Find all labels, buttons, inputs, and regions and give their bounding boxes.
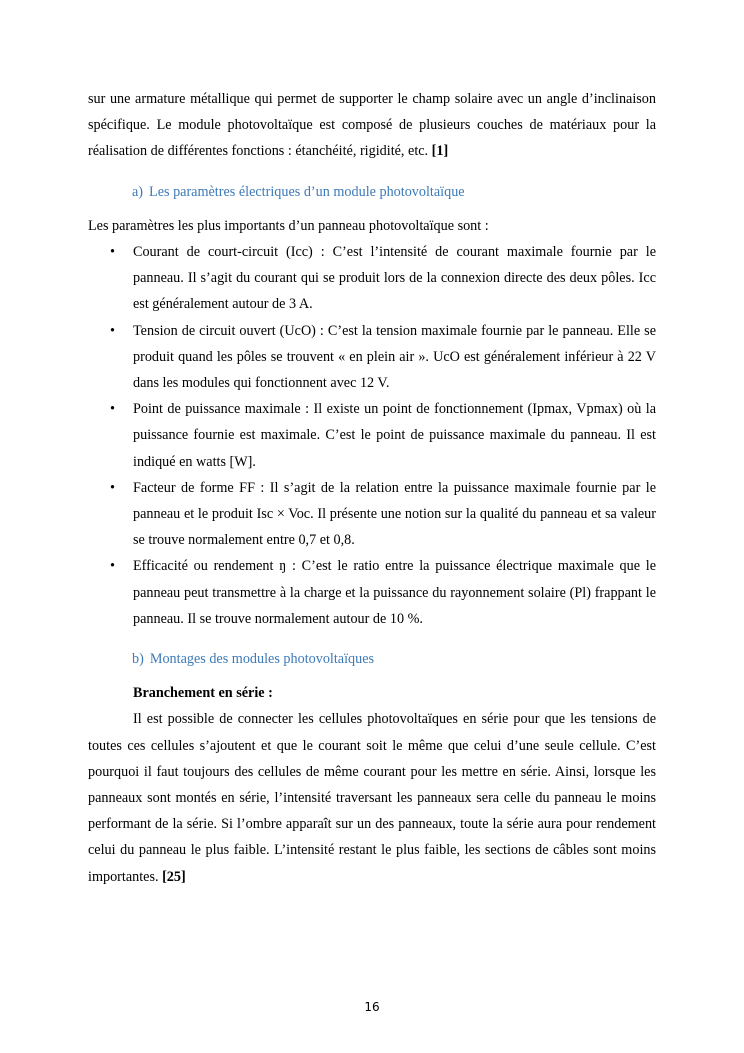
page-number: 16 xyxy=(364,1000,380,1014)
list-item xyxy=(88,475,656,554)
list-item-text: Courant de court-circuit (Icc) : C’est l’intensité de courant maximale fournie par le panneau. Il s’agit du courant qui se produit lors de la connexion directe des deux pôles. Icc est généralement autour de 3 A. xyxy=(133,244,656,313)
bullet-icon: • xyxy=(110,322,115,339)
list-item-text: Facteur de forme FF : Il s’agit de la relation entre la puissance maximale fournie par le panneau et le produit Isc × Voc. Il présente une notion sur la qualité du panneau et sa valeur se trouve normalement entre 0,7 et 0,8. xyxy=(133,479,656,549)
series-connection-subheading: Branchement en série : xyxy=(133,685,273,702)
parameter-list xyxy=(88,239,656,632)
list-item-text: Tension de circuit ouvert (UcO) : C’est la tension maximale fournie par le panneau. Elle se produit quand les pôles se trouvent « en plein air ». UcO est généralement inférieur à 22 V dans les modules qui fonctionnent avec 12 V. xyxy=(133,322,656,392)
list-item-text: Efficacité ou rendement ŋ : C’est le ratio entre la puissance électrique maximale que le panneau peut transmettre à la charge et la puissance du rayonnement solaire (Pl) frappant le panneau. Il se trouve normalement autour de 10 %. xyxy=(133,558,656,627)
intro-text: sur une armature métallique qui permet de supporter le champ solaire avec un angle d’inclinaison spécifique. Le module photovoltaïque est composé de plusieurs couches de matériaux pour la réalisation de différentes fonctions : étanchéité, rigidité, etc. xyxy=(88,91,656,160)
bullet-icon: • xyxy=(110,401,115,418)
section-a-heading xyxy=(132,179,656,205)
section-a-title: Les paramètres électriques d’un module photovoltaïque xyxy=(149,183,465,200)
section-b-marker: b) xyxy=(132,651,144,668)
section-a-lead: Les paramètres les plus importants d’un panneau photovoltaïque sont : xyxy=(88,217,489,234)
section-b-title: Montages des modules photovoltaïques xyxy=(149,651,375,668)
document-page xyxy=(88,86,656,890)
intro-reference: [1] xyxy=(431,143,449,160)
series-connection-text: Il est possible de connecter les cellules photovoltaïques en série pour que les tensions de toutes ces cellules s’ajoutent et que le courant soit le même que celui d’une seule cellule. C’est pourquoi il faut toujours des cellules de même courant pour les mettre en série. Ainsi, lorsque les panneaux sont montés en série, l’intensité traversant les panneaux sera celle du panneau le moins performant de la série. Si l’ombre apparaît sur un des panneaux, toute la série aura pour rendement celui du panneau le plus faible. L’intensité restant le plus faible, les sections de câbles sont moins importantes. xyxy=(88,711,656,885)
series-connection-paragraph xyxy=(88,706,656,889)
section-b-heading xyxy=(132,646,656,672)
bullet-icon: • xyxy=(110,558,115,575)
list-item-text: Point de puissance maximale : Il existe un point de fonctionnement (Ipmax, Vpmax) où la puissance fournie est maximale. C’est le point de puissance maximale du panneau. Il est indiqué en watts [W]. xyxy=(133,401,656,470)
bullet-icon: • xyxy=(110,479,115,496)
series-connection-reference: [25] xyxy=(162,868,186,885)
list-item xyxy=(88,396,656,475)
list-item xyxy=(88,553,656,632)
intro-paragraph xyxy=(88,86,656,165)
list-item xyxy=(88,318,656,397)
list-item xyxy=(88,239,656,318)
bullet-icon: • xyxy=(110,244,115,261)
section-a-marker: a) xyxy=(132,183,144,200)
